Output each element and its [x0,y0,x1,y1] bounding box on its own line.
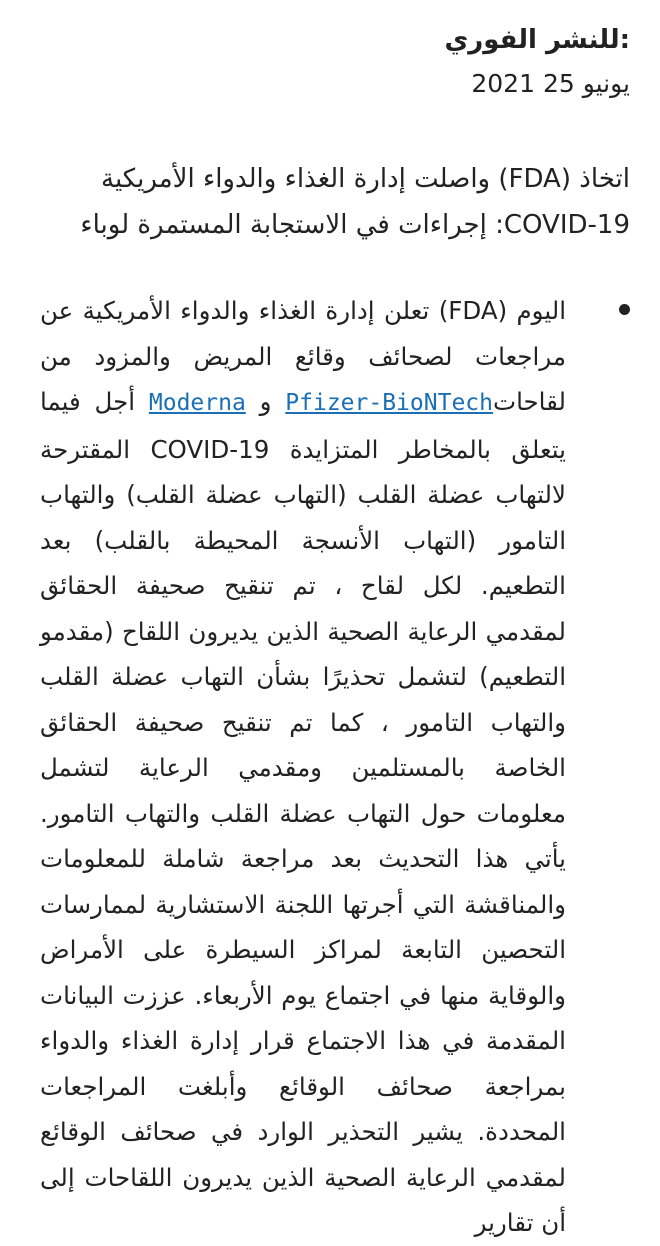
pfizer-biontech-link[interactable]: Pfizer-BioNTech [285,390,493,416]
bullet-dot-icon [619,304,630,315]
bullet-connector: و [245,387,286,416]
intro-paragraph: اتخاذ (FDA) واصلت إدارة الغذاء والدواء الأمريكية COVID-19: إجراءات في الاستجابة المستمرة لوباء [80,164,630,240]
bullet-list [40,288,630,1246]
moderna-link[interactable]: Moderna [148,390,246,416]
list-item [40,288,630,1246]
bullet-text-after: أجل فيما يتعلق بالمخاطر المتزايدة COVID-19 المقترحة لالتهاب عضلة القلب (التهاب عضلة القلب) والتهاب التامور (التهاب الأنسجة المحيطة بالقلب) بعد التطعيم. لكل لقاح ، تم تنقيح صحيفة الحقائق لمقدمي الرعاية الصحية الذين يديرون اللقاح (مقدمو التطعيم) لتشمل تحذيرًا بشأن التهاب عضلة القلب والتهاب التامور ، كما تم تنقيح صحيفة الحقائق الخاصة بالمستلمين ومقدمي الرعاية لتشمل معلومات حول التهاب عضلة القلب والتهاب التامور. يأتي هذا التحديث بعد مراجعة شاملة للمعلومات والمناقشة التي أجرتها اللجنة الاستشارية لممارسات التحصين التابعة لمراكز السيطرة على الأمراض والوقاية منها في اجتماع يوم الأربعاء. عززت البيانات المقدمة في هذا الاجتماع قرار إدارة الغذاء والدواء بمراجعة صحائف الوقائع وأبلغت المراجعات المحددة. يشير التحذير الوارد في صحائف الوقائع لمقدمي الرعاية الصحية الذين يديرون اللقاحات إلى أن تقارير [40,387,566,1237]
bullet-text-before: اليوم (FDA) تعلن إدارة الغذاء والدواء الأمريكية عن مراجعات لصحائف وقائع المريض والمزود من لقاحات [40,296,567,416]
release-label: :للنشر الفوري [444,25,630,55]
release-date: يونيو 25 2021 [471,69,630,98]
